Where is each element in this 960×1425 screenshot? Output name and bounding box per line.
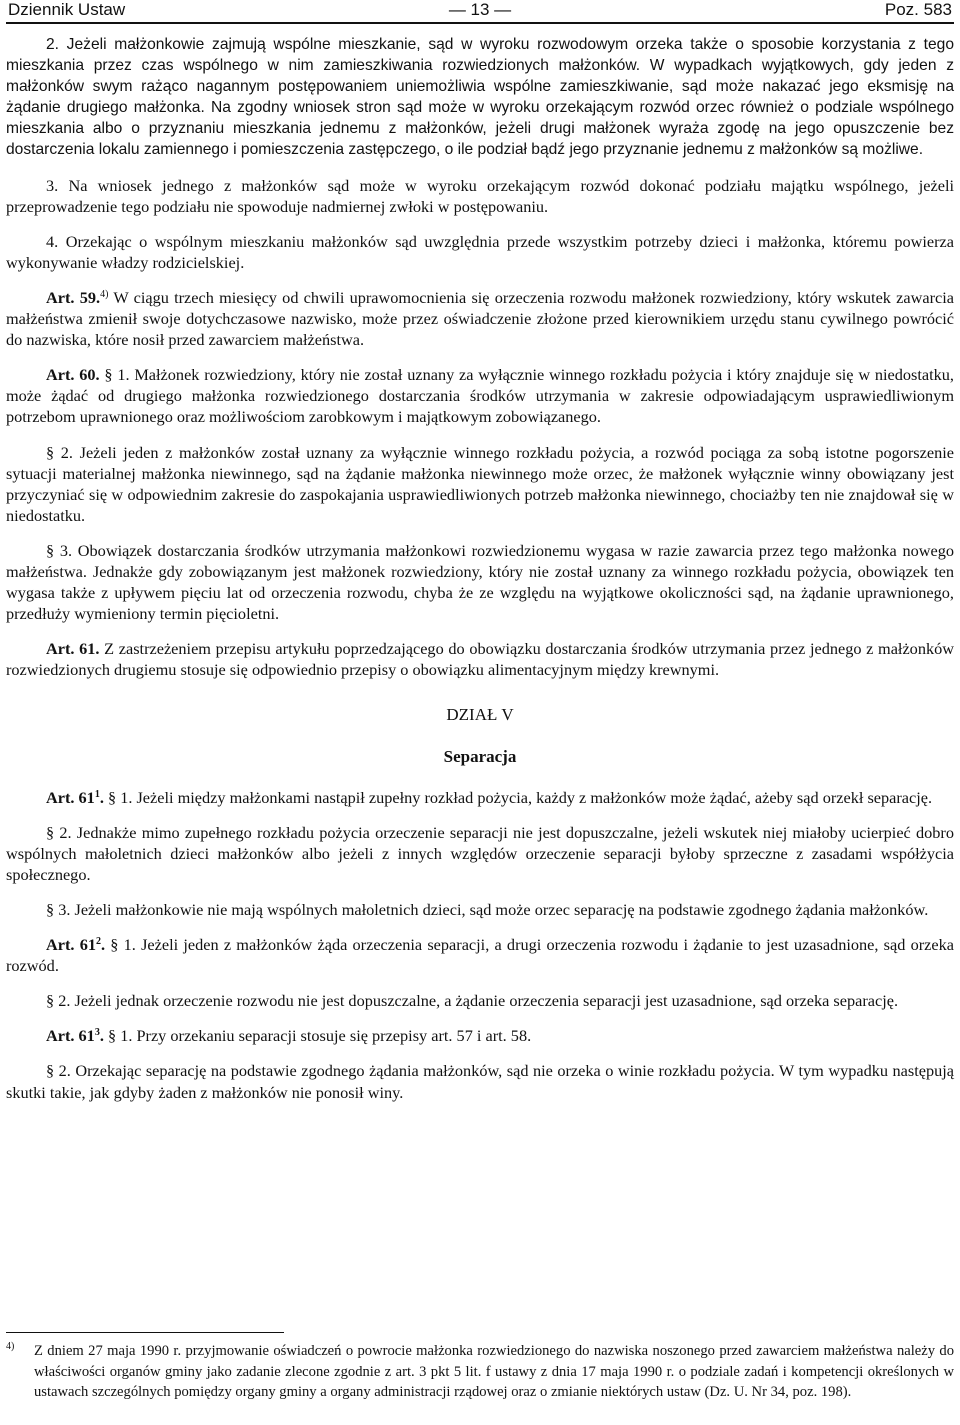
article-label: Art. 60. [46,365,100,385]
article-label: Art. $61^2$. [46,935,106,955]
header-rule [6,22,954,24]
paragraph-art61-2-s2: § 2. Jeżeli jednak orzeczenie rozwodu nie jest dopuszczalne, a żądanie orzeczenia separacji jest uzasadnione, sąd orzeka separację. [46,991,899,1011]
footnote-rule [6,1332,284,1333]
article-label: Art. 59. [46,287,101,307]
division-title: Separacja [443,746,517,766]
article-label: Art. $61^3$. [46,1026,104,1046]
paragraph-art60-s3: § 3. Obowiązek dostarczania środków utrzymania małżonkowi rozwiedzionemu wygasa w razie zawarcia przez tego małżonka nowego małżeństwa. Jednakże gdy zobowiązanym jest małżonek rozwiedziony, który nie został uznany za winnego rozkładu pożycia, obowiązek ten wygasa także z upływem pięciu lat od orzeczenia rozwodu, chyba że ze względu na wyjątkowe okoliczności sąd, na żądanie uprawnionego, przedłuży wymieniony termin pięcioletni. [6,540,954,624]
paragraph-art58-s4: 4. Orzekając o wspólnym mieszkaniu małżonków sąd uwzględnia przede wszystkim potrzeby dzieci i małżonka, któremu powierza wykonywanie władzy rodzicielskiej. [6,231,954,272]
paragraph-art61-1-s2: § 2. Jednakże mimo zupełnego rozkładu pożycia orzeczenie separacji nie jest dopuszczalne, jeżeli wskutek niej miałoby ucierpieć dobro wspólnych małoletnich dzieci małżonków albo jeżeli z innych względów orzeczenie separacji byłoby sprzeczne z zasadami współżycia społecznego. [6,822,954,884]
paragraph-art60-s1: Art. 60. § 1. Małżonek rozwiedziony, który nie został uznany za wyłącznie winnego rozkładu pożycia i który znajduje się w niedostatku, może żądać od drugiego małżonka rozwiedzionego dostarczania środków utrzymania w zakresie odpowiadającym usprawiedliwionym potrzebom uprawnionego oraz możliwościom zarobkowym i majątkowym zobowiązanego. [6,365,954,427]
footnote [6,1341,954,1403]
page-header [8,0,952,22]
page-number: — 13 — [448,0,512,19]
document-body [6,34,954,1103]
paragraph-art58-s2: 2. Jeżeli małżonkowie zajmują wspólne mieszkanie, sąd w wyroku rozwodowym orzeka także o sposobie korzystania z tego mieszkania przez czas wspólnego w nim zamieszkiwania rozwiedzionych małżonków. W wypadkach wyjątkowych, gdy jeden z małżonków swym rażąco nagannym postępowaniem uniemożliwia wspólne zamieszkiwanie, sąd może nakazać jego eksmisję na żądanie drugiego małżonka. Na zgodny wniosek stron sąd może w wyroku orzekającym rozwód orzec również o podziale wspólnego mieszkania albo o przyznaniu mieszkania jednemu z małżonków, jeżeli drugi małżonek wyraża zgodę na jego opuszczenie bez dostarczenia lokalu zamiennego i pomieszczenia zastępczego, o ile podział bądź jego przyznanie jednemu z małżonków są możliwe. [6,36,954,159]
paragraph-art61-1-s1: Art. $61^1$. § 1. Jeżeli między małżonkami nastąpił zupełny rozkład pożycia, każdy z małżonków może żądać, ażeby sąd orzekł separację. [46,787,933,807]
footnote-ref: 4) [100,288,109,300]
paragraph-art61-3-s1: Art. $61^3$. § 1. Przy orzekaniu separacji stosuje się przepisy art. 57 i art. 58. [46,1026,532,1046]
paragraph-art60-s2: § 2. Jeżeli jeden z małżonków został uznany za wyłącznie winnego rozkładu pożycia, a rozwód pociąga za sobą istotne pogorszenie sytuacji materialnej małżonka niewinnego, sąd na żądanie małżonka niewinnego może orzec, że małżonek wyłącznie winny obowiązany jest przyczyniać się w odpowiednim zakresie do zaspokajania usprawiedliwionych potrzeb małżonka niewinnego, chociażby ten nie znajdował się w niedostatku. [6,442,954,525]
paragraph-art58-s3: 3. Na wniosek jednego z małżonków sąd może w wyroku orzekającym rozwód dokonać podziału majątku wspólnego, jeżeli przeprowadzenie tego podziału nie spowoduje nadmiernej zwłoki w postępowaniu. [6,175,954,216]
position-number: Poz. 583 [884,0,952,19]
paragraph-art59: Art. 59.$^{4)}$ W ciągu trzech miesięcy od chwili uprawomocnienia się orzeczenia rozwodu małżonek rozwiedziony, który wskutek zawarcia małżeństwa zmienił swoje dotychczasowe nazwisko, może przez oświadczenie złożone przed kierownikiem urzędu stanu cywilnego powrócić do nazwiska, które nosił przed zawarciem małżeństwa. [6,287,955,350]
article-label: Art. 61. [46,639,100,659]
footnote-text: Z dniem 27 maja 1990 r. przyjmowanie oświadczeń o powrocie małżonka rozwiedzionego do nazwiska noszonego przed zawarciem małżeństwa należy do właściwości organów gminy jako zadanie zlecone zgodnie z art. 3 pkt 5 lit. f ustawy z dnia 17 maja 1990 r. o podziale zadań i kompetencji określonych w ustawach szczególnych pomiędzy organy gminy a organy administracji rządowej oraz o zmianie niektórych ustaw (Dz. U. Nr 34, poz. 198). [34,1343,954,1400]
paragraph-art61-1-s3: § 3. Jeżeli małżonkowie nie mają wspólnych małoletnich dzieci, sąd może orzec separację na podstawie zgodnego żądania małżonków. [46,900,929,919]
paragraph-art61: Art. 61. Z zastrzeżeniem przepisu artykułu poprzedzającego do obowiązku dostarczania środków utrzymania przez jednego z małżonków rozwiedzionych drugiemu stosuje się odpowiednio przepisy o obowiązku alimentacyjnym między krewnymi. [6,639,954,680]
paragraph-art61-2-s1: Art. $61^2$. § 1. Jeżeli jeden z małżonków żąda orzeczenia separacji, a drugi orzeczenia rozwodu i żądanie to jest uzasadnione, sąd orzeka rozwód. [6,935,954,976]
journal-name: Dziennik Ustaw [8,0,126,19]
paragraph-art61-3-s2: § 2. Orzekając separację na podstawie zgodnego żądania małżonków, sąd nie orzeka o winie rozkładu pożycia. W tym wypadku następują skutki takie, jak gdyby żaden z małżonków nie ponosił winy. [6,1061,954,1102]
footnote-mark: 4) [6,1341,15,1352]
article-label: Art. $61^1$. [46,787,104,807]
division-label: DZIAŁ V [446,705,514,725]
